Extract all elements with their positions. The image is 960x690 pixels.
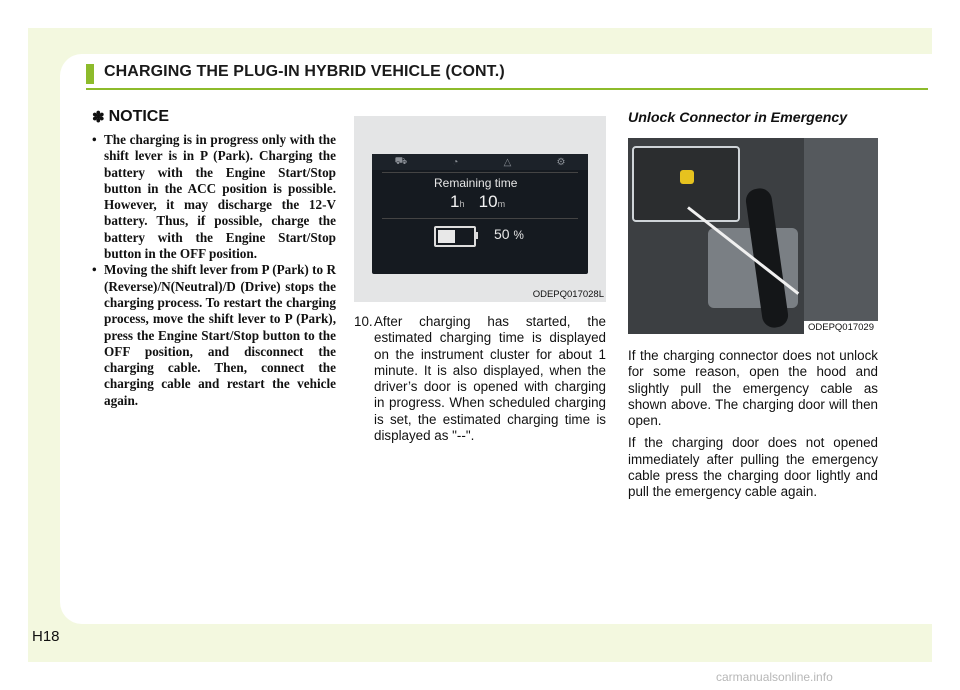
body-paragraph: If the charging door does not opened immediately after pulling the emergency cable press the charging door lightly and pull the emergency cable again. bbox=[628, 435, 878, 500]
detail-inset bbox=[632, 146, 740, 222]
battery-percent-value: 50 bbox=[494, 226, 510, 242]
page-number: H18 bbox=[32, 628, 60, 645]
cluster-divider bbox=[382, 172, 578, 173]
minutes-value: 10 bbox=[478, 192, 498, 211]
emergency-column bbox=[628, 110, 878, 507]
instrument-cluster-figure bbox=[354, 116, 606, 302]
cluster-divider bbox=[382, 218, 578, 219]
step-item bbox=[354, 314, 606, 444]
notice-list bbox=[92, 132, 336, 409]
engine-bay-figure bbox=[628, 138, 878, 334]
gauge-icon: ◔ bbox=[452, 156, 459, 168]
bullet-icon: • bbox=[92, 262, 97, 278]
section-title: CHARGING THE PLUG-IN HYBRID VEHICLE (CONT.) bbox=[104, 63, 505, 80]
battery-percent-unit: % bbox=[513, 229, 524, 242]
hours-unit: h bbox=[459, 199, 465, 209]
notice-heading bbox=[92, 108, 336, 126]
header-rule bbox=[86, 88, 928, 90]
body-paragraph: If the charging connector does not unlock for some reason, open the hood and slightly pull the emergency cable as shown above. The charging door will then open. bbox=[628, 348, 878, 429]
header-accent-tab bbox=[86, 64, 94, 84]
remaining-time-label: Remaining time bbox=[434, 176, 518, 190]
cluster-icon-bar bbox=[372, 154, 588, 170]
figure-caption: ODEPQ017029 bbox=[804, 321, 878, 334]
hours-value: 1 bbox=[450, 192, 460, 211]
notice-title: NOTICE bbox=[108, 108, 170, 125]
battery-percent bbox=[494, 226, 524, 242]
minutes-unit: m bbox=[497, 199, 506, 209]
notice-item bbox=[92, 262, 336, 409]
battery-icon bbox=[434, 226, 476, 247]
cluster-display bbox=[372, 154, 588, 274]
watermark: carmanualsonline.info bbox=[716, 670, 833, 684]
notice-column bbox=[92, 108, 336, 409]
engine-component bbox=[804, 138, 878, 334]
warning-icon: △ bbox=[503, 156, 512, 168]
remaining-time-value bbox=[450, 192, 505, 212]
notice-star-icon: ✽ bbox=[92, 109, 105, 126]
step-number: 10. bbox=[354, 314, 373, 329]
emergency-cable-handle bbox=[680, 170, 694, 184]
notice-item-text: The charging is in progress only with the shift lever is in P (Park). Charging the battery with the Engine Start/Stop button in the ACC position is possible. However, it may discharge the 12-V battery. Thus, if possible, charge the battery with the Engine Start/Stop button in the OFF position. bbox=[104, 132, 336, 262]
bullet-icon: • bbox=[92, 132, 97, 147]
battery-tip bbox=[475, 232, 478, 239]
notice-item-text: Moving the shift lever from P (Park) to R (Reverse)/N(Neutral)/D (Drive) stops the charging process. To restart the charging process, move the shift lever to P (Park), press the Engine Start/Stop button to the OFF position, and disconnect the charging cable. Then, connect the charging cable and restart the vehicle again. bbox=[104, 262, 336, 408]
battery-fill bbox=[438, 230, 455, 243]
notice-item bbox=[92, 132, 336, 262]
car-icon: ⛟ bbox=[394, 155, 408, 167]
section-header bbox=[64, 58, 928, 98]
figure-caption: ODEPQ017028L bbox=[532, 289, 604, 300]
subsection-title: Unlock Connector in Emergency bbox=[628, 110, 848, 126]
step-text: After charging has started, the estimated charging time is displayed on the instrument cluster for about 1 minute. It is also displayed, when the driver’s door is opened with charging in progress. When scheduled charging is set, the estimated charging time is displayed as "--". bbox=[374, 314, 606, 444]
cluster-column bbox=[354, 116, 606, 444]
settings-icon: ⚙ bbox=[556, 156, 566, 168]
